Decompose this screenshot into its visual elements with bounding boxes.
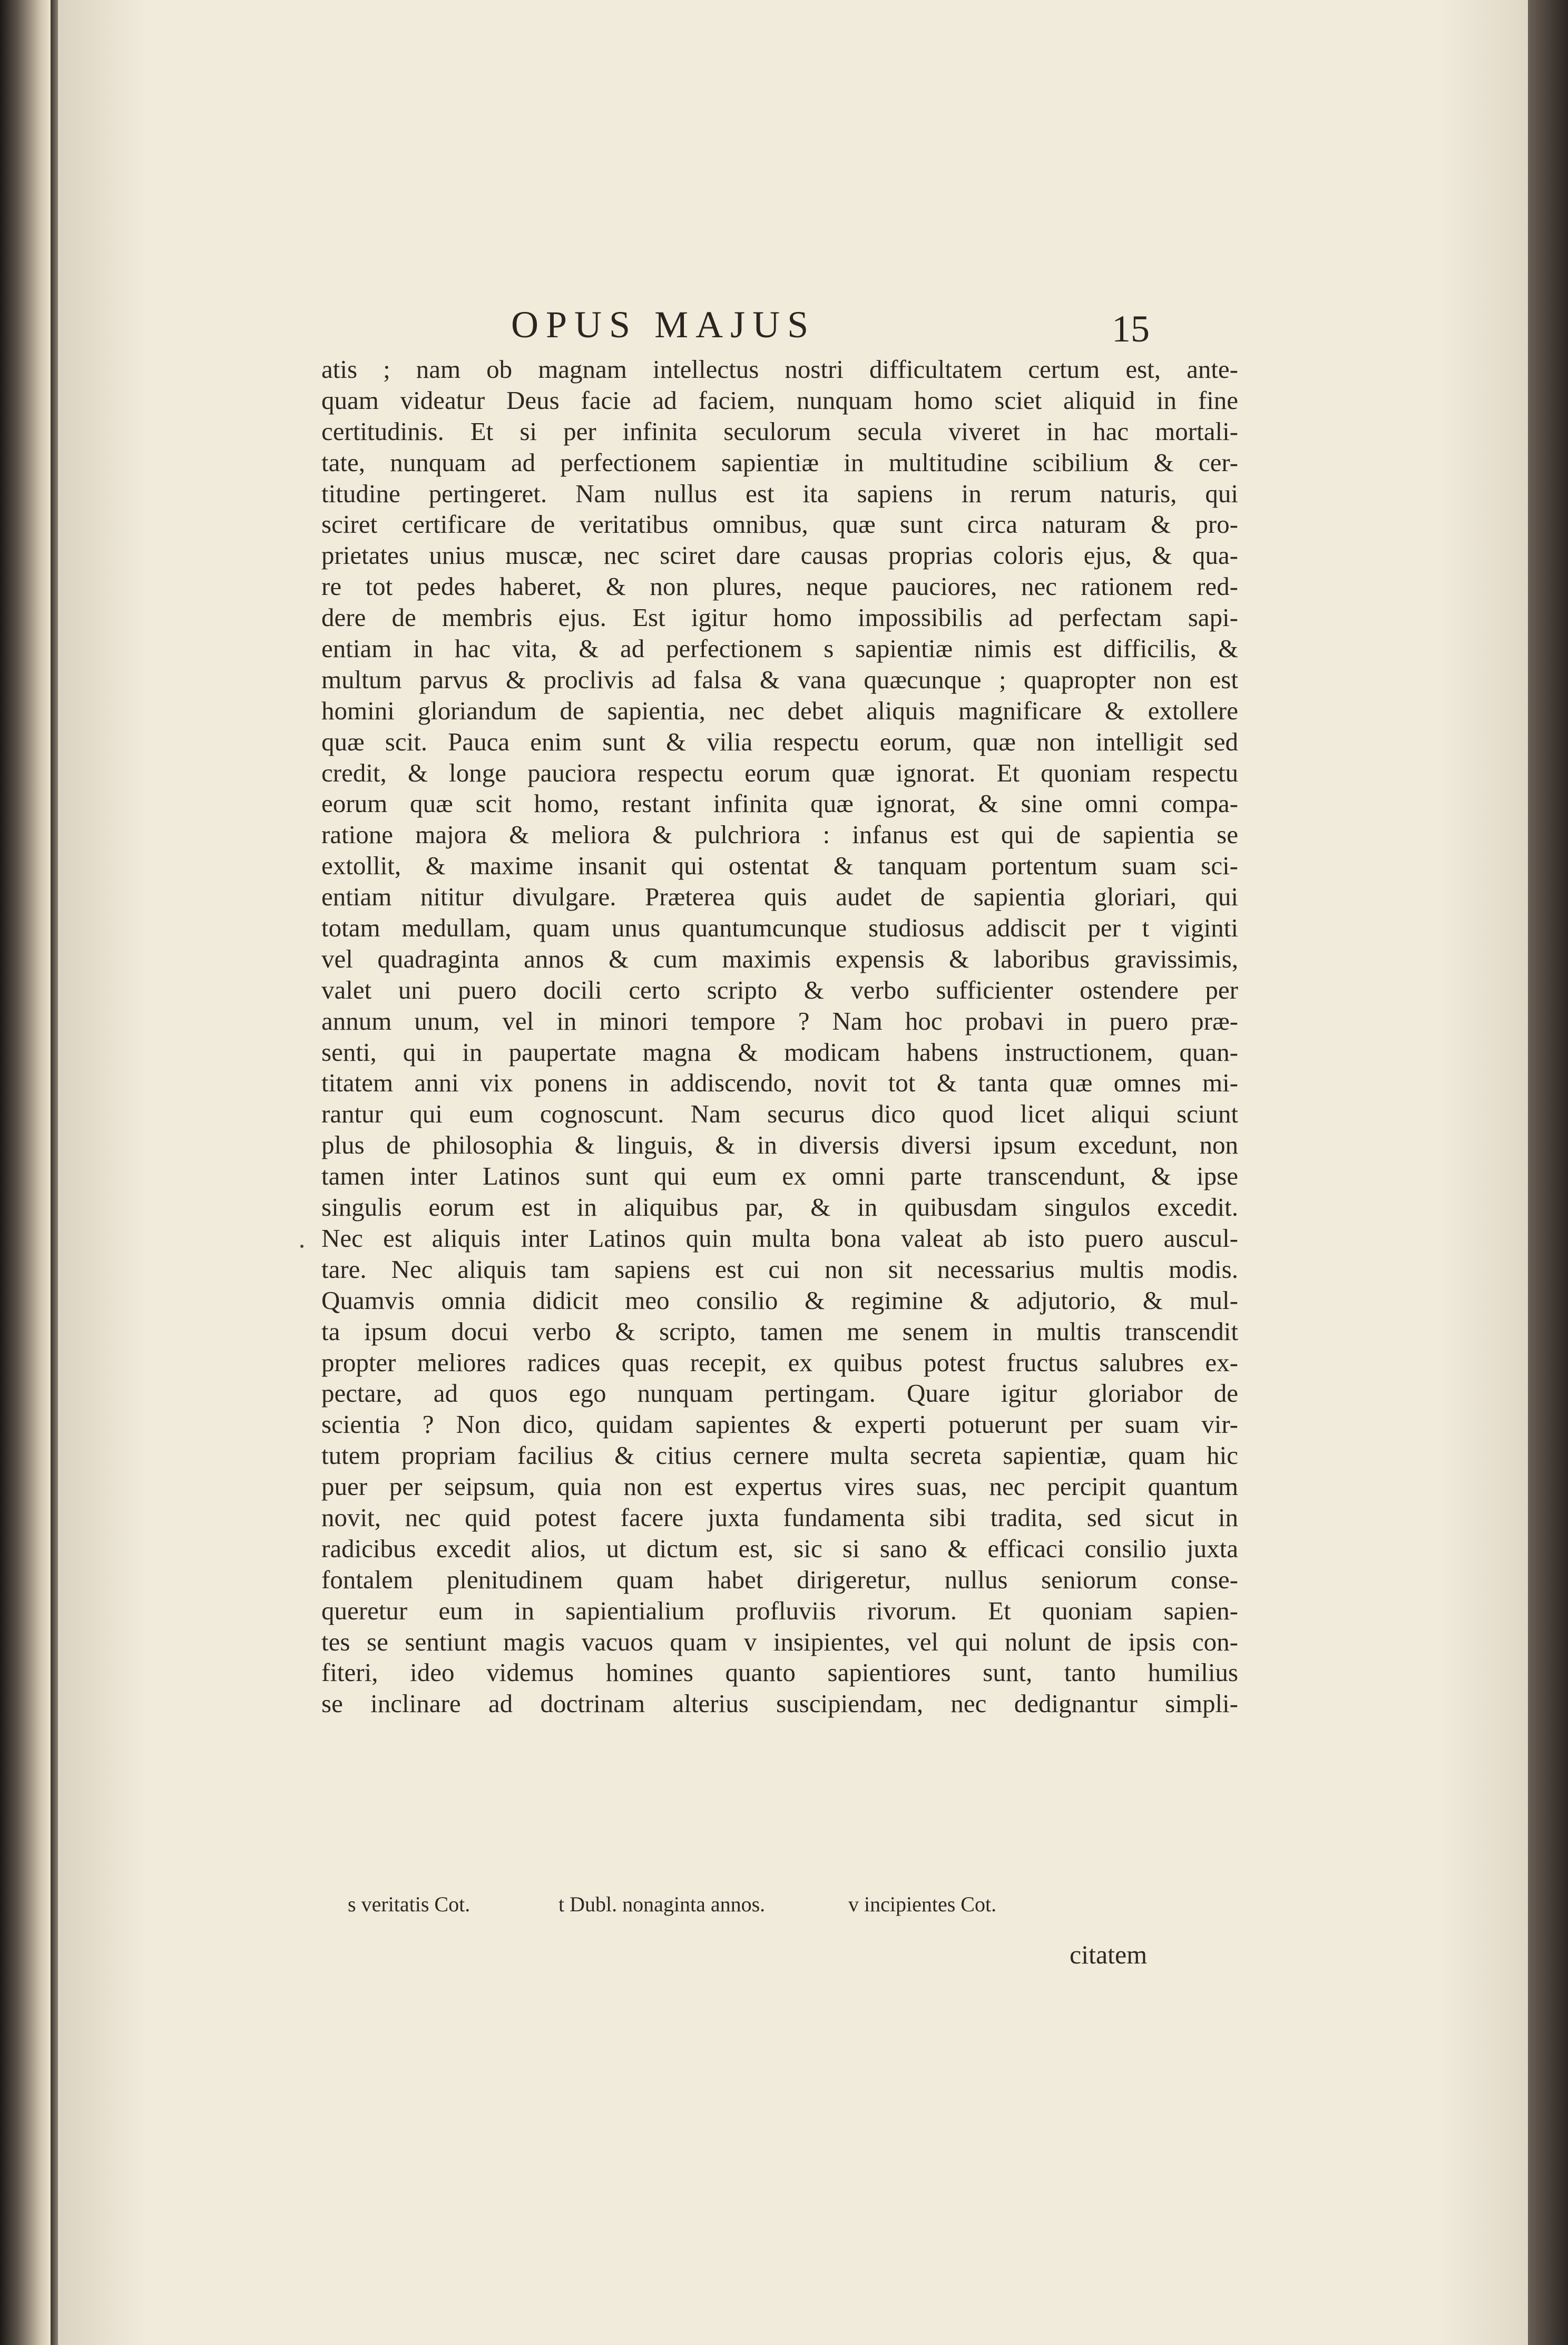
text-line: scientia ? Non dico, quidam sapientes & experti potuerunt per suam vir-: [321, 1410, 1238, 1439]
text-line: radicibus excedit alios, ut dictum est, sic si sano & efficaci consilio juxta: [321, 1533, 1238, 1563]
text-line: valet uni puero docili certo scripto & verbo sufficienter ostendere per: [321, 975, 1238, 1004]
text-line: fontalem plenitudinem quam habet dirigeretur, nullus seniorum conse-: [321, 1565, 1238, 1594]
text-line: entiam in hac vita, & ad perfectionem s sapientiæ nimis est difficilis, &: [321, 634, 1238, 663]
book-gutter: [51, 0, 58, 2345]
footnote: s veritatis Cot.: [348, 1892, 471, 1916]
page-edge-shadow: [1528, 0, 1568, 2345]
text-line: homini gloriandum de sapientia, nec debet aliquis magnificare & extollere: [321, 696, 1238, 725]
text-line: annum unum, vel in minori tempore ? Nam hoc probavi in puero præ-: [321, 1006, 1238, 1035]
footnotes: [58, 1892, 1528, 1923]
text-line: propter meliores radices quas recepit, ex quibus potest fructus salubres ex-: [321, 1347, 1238, 1377]
page-number: 15: [1112, 308, 1150, 350]
text-line: prietates unius muscæ, nec sciret dare causas proprias coloris ejus, & qua-: [321, 541, 1238, 570]
text-line: tate, nunquam ad perfectionem sapientiæ in multitudine scibilium & cer-: [321, 447, 1238, 477]
text-line: quæ scit. Pauca enim sunt & vilia respectu eorum, quæ non intelligit sed: [321, 727, 1238, 756]
text-line: puer per seipsum, quia non est expertus vires suas, nec percipit quantum: [321, 1472, 1238, 1501]
footnote: t Dubl. nonaginta annos.: [558, 1892, 766, 1916]
text-line: extollit, & maxime insanit qui ostentat & tanquam portentum suam sci-: [321, 851, 1238, 881]
text-line: senti, qui in paupertate magna & modicam habens instructionem, quan-: [321, 1037, 1238, 1067]
text-line: vel quadraginta annos & cum maximis expensis & laboribus gravissimis,: [321, 944, 1238, 973]
footnote: v incipientes Cot.: [848, 1892, 997, 1916]
text-line: se inclinare ad doctrinam alterius suscipiendam, nec dedignantur simpli-: [321, 1689, 1238, 1718]
text-line: titatem anni vix ponens in addiscendo, novit tot & tanta quæ omnes mi-: [321, 1068, 1238, 1098]
text-line: sciret certificare de veritatibus omnibus, quæ sunt circa naturam & pro-: [321, 510, 1238, 539]
text-line: atis ; nam ob magnam intellectus nostri difficultatem certum est, ante-: [321, 355, 1238, 384]
text-line: singulis eorum est in aliquibus par, & in quibusdam singulos excedit.: [321, 1193, 1238, 1222]
text-line: titudine pertingeret. Nam nullus est ita sapiens in rerum naturis, qui: [321, 478, 1238, 508]
text-line: credit, & longe pauciora respectu eorum quæ ignorat. Et quoniam respectu: [321, 758, 1238, 787]
text-line: fiteri, ideo videmus homines quanto sapientiores sunt, tanto humilius: [321, 1658, 1238, 1687]
body-text: [321, 354, 1238, 1719]
text-line: tamen inter Latinos sunt qui eum ex omni parte transcendunt, & ipse: [321, 1161, 1238, 1191]
margin-mark: [300, 1245, 303, 1248]
text-line: plus de philosophia & linguis, & in diversis diversi ipsum excedunt, non: [321, 1130, 1238, 1160]
text-line: multum parvus & proclivis ad falsa & vana quæcunque ; quapropter non est: [321, 665, 1238, 694]
catchword: citatem: [1070, 1940, 1148, 1969]
text-line: re tot pedes haberet, & non plures, neque pauciores, nec rationem red-: [321, 572, 1238, 601]
text-line: eorum quæ scit homo, restant infinita quæ ignorat, & sine omni compa-: [321, 789, 1238, 818]
text-line: novit, nec quid potest facere juxta fundamenta sibi tradita, sed sicut in: [321, 1502, 1238, 1532]
text-line: rantur qui eum cognoscunt. Nam securus dico quod licet aliqui sciunt: [321, 1099, 1238, 1129]
book-page: [58, 0, 1528, 2345]
text-line: ta ipsum docui verbo & scripto, tamen me senem in multis transcendit: [321, 1316, 1238, 1346]
text-line: Quamvis omnia didicit meo consilio & regimine & adjutorio, & mul-: [321, 1285, 1238, 1315]
text-line: pectare, ad quos ego nunquam pertingam. Quare igitur gloriabor de: [321, 1379, 1238, 1408]
text-line: entiam nititur divulgare. Præterea quis audet de sapientia gloriari, qui: [321, 882, 1238, 912]
running-head: OPUS MAJUS: [511, 304, 816, 346]
text-line: dere de membris ejus. Est igitur homo impossibilis ad perfectam sapi-: [321, 603, 1238, 632]
page-header: [58, 303, 1528, 350]
text-line: certitudinis. Et si per infinita seculorum secula viveret in hac mortali-: [321, 416, 1238, 446]
text-line: queretur eum in sapientialium profluviis rivorum. Et quoniam sapien-: [321, 1596, 1238, 1625]
text-line: Nec est aliquis inter Latinos quin multa bona valeat ab isto puero auscul-: [321, 1223, 1238, 1253]
text-line: quam videatur Deus facie ad faciem, nunquam homo sciet aliquid in fine: [321, 385, 1238, 415]
text-line: tutem propriam facilius & citius cernere multa secreta sapientiæ, quam hic: [321, 1441, 1238, 1470]
text-line: tes se sentiunt magis vacuos quam v insipientes, vel qui nolunt de ipsis con-: [321, 1627, 1238, 1656]
text-line: ratione majora & meliora & pulchriora : infanus est qui de sapientia se: [321, 820, 1238, 849]
text-line: tare. Nec aliquis tam sapiens est cui non sit necessarius multis modis.: [321, 1254, 1238, 1284]
facing-page-edge: [0, 0, 51, 2345]
text-line: totam medullam, quam unus quantumcunque studiosus addiscit per t viginti: [321, 913, 1238, 943]
